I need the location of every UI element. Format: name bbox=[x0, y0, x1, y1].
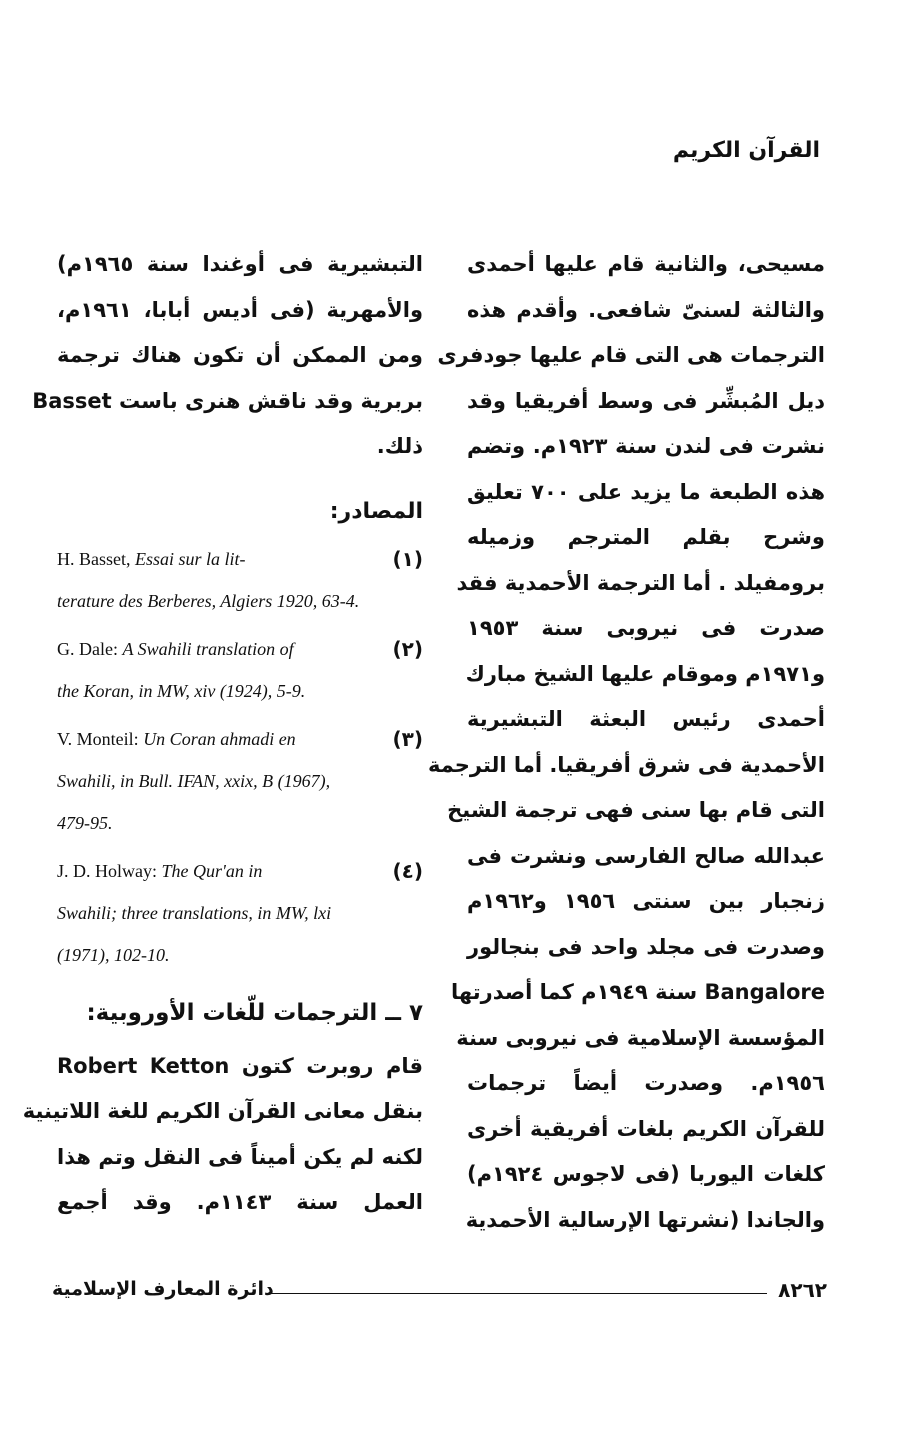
reference-text: H. Basset, Essai sur la lit- bbox=[57, 548, 246, 569]
text-line: ١٩٥٦م. وصدرت أيضاً ترجمات bbox=[467, 1071, 825, 1095]
reference-line bbox=[57, 934, 423, 976]
reference-line bbox=[57, 802, 423, 844]
sources-heading: المصادر: bbox=[329, 498, 423, 524]
text-line: عبدالله صالح الفارسى ونشرت فى bbox=[467, 843, 825, 868]
reference-text: terature des Berberes, Algiers 1920, 63-4. bbox=[57, 590, 360, 611]
reference-text: V. Monteil: Un Coran ahmadi en bbox=[57, 728, 296, 749]
reference-number: (١) bbox=[392, 546, 423, 571]
text-line: قام روبرت كتون Robert Ketton bbox=[57, 1053, 423, 1078]
section-heading: ٧ ــ الترجمات للّغات الأوروبية: bbox=[86, 999, 423, 1026]
text-line: وصدرت فى مجلد واحد فى بنجالور bbox=[467, 934, 825, 959]
reference-line bbox=[57, 718, 423, 760]
text-line: صدرت فى نيروبى سنة ١٩٥٣ bbox=[467, 616, 825, 640]
reference-item bbox=[57, 850, 423, 976]
reference-text: G. Dale: A Swahili translation of bbox=[57, 638, 294, 659]
right-column bbox=[427, 242, 826, 1243]
text-line: والثالثة لسنىّ شافعى. وأقدم هذه bbox=[467, 297, 825, 322]
text-line: ديل المُبشِّر فى وسط أفريقيا وقد bbox=[467, 388, 825, 413]
text-line: ذلك. bbox=[376, 434, 423, 458]
text-line: ومن الممكن أن تكون هناك ترجمة bbox=[57, 343, 423, 367]
text-line: للقرآن الكريم بلغات أفريقية أخرى bbox=[467, 1116, 825, 1141]
reference-item bbox=[57, 718, 423, 844]
reference-number: (٢) bbox=[392, 636, 423, 661]
reference-line bbox=[57, 538, 423, 580]
text-line: زنجبار بين سنتى ١٩٥٦ و١٩٦٢م bbox=[467, 889, 825, 913]
references-list bbox=[57, 538, 423, 976]
text-line: برومفيلد . أما الترجمة الأحمدية فقد bbox=[456, 570, 825, 595]
reference-line bbox=[57, 628, 423, 670]
text-line: أحمدى رئيس البعثة التبشيرية bbox=[467, 707, 825, 731]
publication-title: دائرة المعارف الإسلامية bbox=[52, 1278, 274, 1300]
text-line: والجاندا (نشرتها الإرسالية الأحمدية bbox=[465, 1207, 825, 1232]
reference-line bbox=[57, 670, 423, 712]
text-line: مسيحى، والثانية قام عليها أحمدى bbox=[467, 252, 825, 276]
text-line: التى قام بها سنى فهى ترجمة الشيخ bbox=[447, 798, 825, 822]
text-line: و١٩٧١م وموقام عليها الشيخ مبارك bbox=[465, 661, 825, 686]
reference-text: J. D. Holway: The Qur'an in bbox=[57, 860, 263, 881]
text-line: نشرت فى لندن سنة ١٩٢٣م. وتضم bbox=[467, 434, 825, 458]
reference-text: Swahili; three translations, in MW, lxi bbox=[57, 902, 332, 923]
section-text bbox=[22, 1044, 423, 1226]
reference-text: 479-95. bbox=[57, 812, 113, 833]
text-line: Bangalore سنة ١٩٤٩م كما أصدرتها bbox=[451, 980, 825, 1004]
page-number: ٨٢٦٢ bbox=[778, 1278, 827, 1302]
reference-line bbox=[57, 760, 423, 802]
reference-text: (1971), 102-10. bbox=[57, 944, 170, 965]
text-line: بنقل معانى القرآن الكريم للغة اللاتينية bbox=[22, 1099, 423, 1123]
page-footer bbox=[52, 1278, 827, 1308]
text-line: بربرية وقد ناقش هنرى باست Basset bbox=[32, 388, 423, 413]
text-line: التبشيرية فى أوغندا سنة ١٩٦٥م) bbox=[57, 252, 423, 276]
reference-item bbox=[57, 628, 423, 712]
text-line: هذه الطبعة ما يزيد على ٧٠٠ تعليق bbox=[467, 479, 826, 504]
reference-item bbox=[57, 538, 423, 622]
reference-line bbox=[57, 580, 423, 622]
text-line: العمل سنة ١١٤٣م. وقد أجمع bbox=[57, 1190, 423, 1214]
left-column bbox=[22, 242, 423, 1226]
text-line: الترجمات هى التى قام عليها جودفرى bbox=[437, 343, 825, 367]
reference-text: the Koran, in MW, xiv (1924), 5-9. bbox=[57, 680, 306, 701]
text-line: لكنه لم يكن أميناً فى النقل وتم هذا bbox=[57, 1144, 423, 1169]
reference-line bbox=[57, 850, 423, 892]
reference-number: (٣) bbox=[392, 726, 423, 751]
reference-text: Swahili, in Bull. IFAN, xxix, B (1967), bbox=[57, 770, 331, 791]
running-title: القرآن الكريم bbox=[672, 138, 820, 163]
text-line: وشرح بقلم المترجم وزميله bbox=[467, 525, 825, 549]
footer-rule bbox=[267, 1293, 767, 1294]
left-column-text bbox=[32, 242, 423, 470]
text-line: والأمهرية (فى أديس أبابا، ١٩٦١م، bbox=[57, 297, 423, 322]
text-line: الأحمدية فى شرق أفريقيا. أما الترجمة bbox=[427, 752, 825, 777]
text-line: المؤسسة الإسلامية فى نيروبى سنة bbox=[456, 1025, 825, 1050]
reference-line bbox=[57, 892, 423, 934]
reference-number: (٤) bbox=[392, 858, 423, 883]
text-line: كلغات اليوربا (فى لاجوس ١٩٢٤م) bbox=[467, 1162, 825, 1186]
